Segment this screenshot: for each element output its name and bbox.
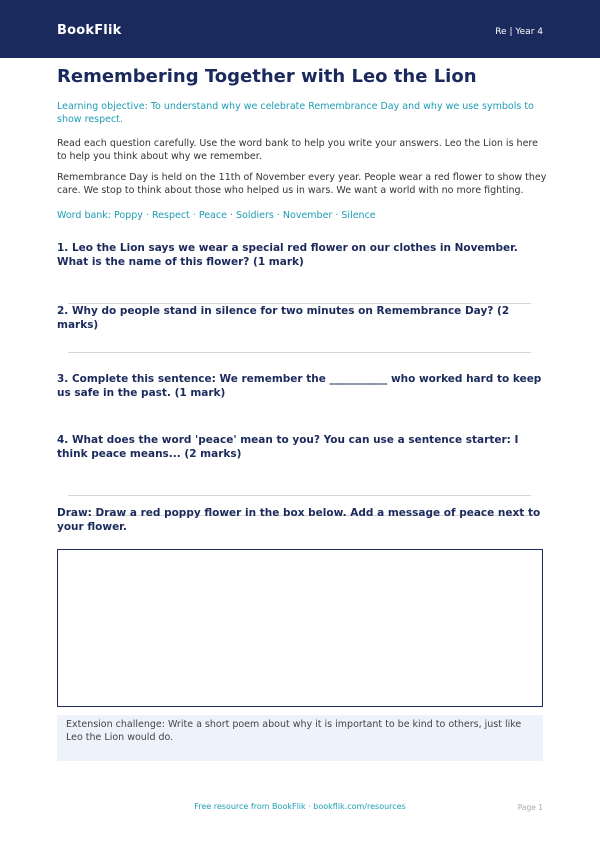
question-2: 2. Why do people stand in silence for two minutes on Remembrance Day? (2 marks): [57, 305, 510, 331]
brand-logo[interactable]: BookFlik: [57, 23, 122, 38]
draw-prompt: Draw: Draw a red poppy flower in the box below. Add a message of peace next to your flower.: [57, 507, 541, 533]
question-3: 3. Complete this sentence: We remember the ___________ who worked hard to keep us safe in the past. (1 mark): [57, 373, 542, 399]
header-bar: [0, 0, 600, 58]
context-text: Remembrance Day is held on the 11th of November every year. People wear a red flower to show they care. We stop to think about those who helped us in wars. We want a world with no more fighting.: [57, 172, 547, 196]
instructions-text: Read each question carefully. Use the word bank to help you write your answers. Leo the Lion is here to help you think about why we remember.: [57, 138, 538, 162]
drawing-box[interactable]: [57, 549, 543, 707]
extension-challenge-box: [57, 715, 543, 761]
question-4: 4. What does the word 'peace' mean to you? You can use a sentence starter: I think peace means... (2 marks): [57, 434, 519, 460]
page-title: Remembering Together with Leo the Lion: [57, 66, 477, 87]
word-bank: Word bank: Poppy · Respect · Peace · Soldiers · November · Silence: [57, 210, 376, 221]
page-number: Page 1: [517, 803, 543, 812]
footer-credit-link[interactable]: Free resource from BookFlik · bookflik.com/resources: [194, 802, 406, 811]
subject-year-label: Re | Year 4: [495, 27, 543, 37]
extension-challenge-text: Extension challenge: Write a short poem about why it is important to be kind to others, just like Leo the Lion would do.: [66, 719, 522, 743]
question-1: 1. Leo the Lion says we wear a special red flower on our clothes in November. What is the name of this flower? (1 mark): [57, 242, 518, 268]
answer-line[interactable]: [68, 352, 531, 353]
answer-line[interactable]: [68, 495, 531, 496]
learning-objective: Learning objective: To understand why we celebrate Remembrance Day and why we use symbols to show respect.: [57, 101, 534, 125]
